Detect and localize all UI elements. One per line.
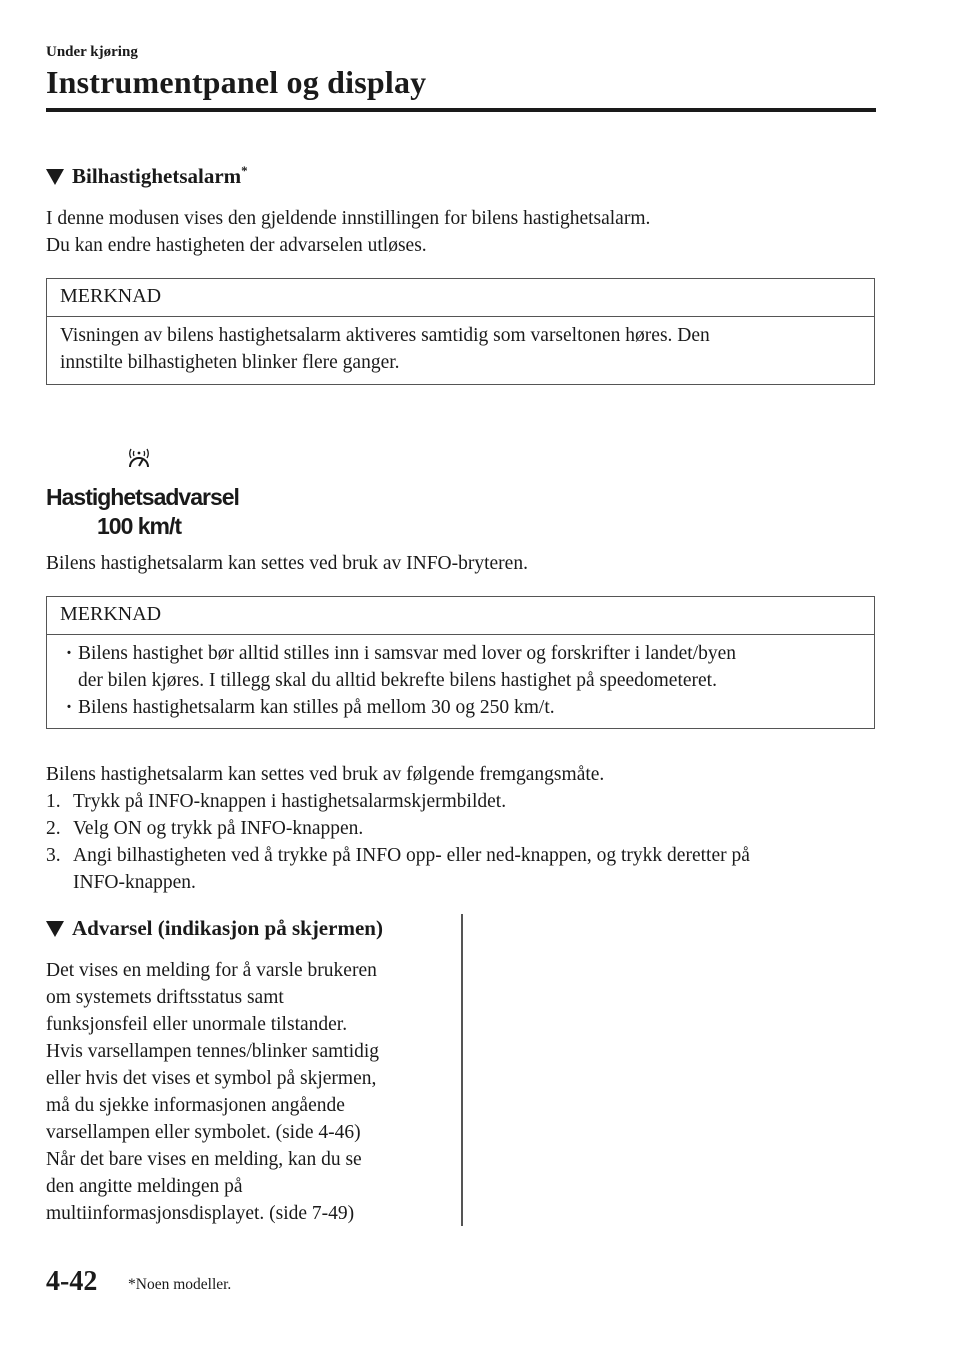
display-speed-value: 100 km/t (97, 513, 182, 539)
note-title: MERKNAD (47, 279, 874, 317)
speed-alarm-heading-text: Bilhastighetsalarm (72, 164, 242, 188)
optional-equipment-mark: * (241, 163, 248, 178)
page-number: 4-42 (46, 1266, 98, 1297)
warning-heading (46, 916, 383, 941)
warning-line: funksjonsfeil eller unormale tilstander. (46, 1014, 348, 1035)
speed-alarm-heading (46, 164, 248, 189)
warning-heading-text: Advarsel (indikasjon på skjermen) (72, 916, 383, 940)
step-number: 1. (46, 791, 61, 812)
step-text: Trykk på INFO-knappen i hastighetsalarmskjermbildet. (73, 791, 507, 812)
bullet-line: Bilens hastighet bør alltid stilles inn i samsvar med lover og forskrifter i landet/byen (78, 643, 736, 664)
triangle-bullet-icon (46, 169, 64, 185)
speed-warning-icon (124, 447, 154, 475)
intro-line: I denne modusen vises den gjeldende innstillingen for bilens hastighetsalarm. (46, 208, 651, 229)
step-item (46, 788, 886, 815)
speed-alarm-intro (46, 205, 650, 259)
step-number: 2. (46, 818, 61, 839)
bullet-dot-icon: · (65, 643, 73, 664)
triangle-bullet-icon (46, 921, 64, 937)
warning-line: Hvis varsellampen tennes/blinker samtidig (46, 1041, 380, 1062)
step-text: Angi bilhastigheten ved å trykke på INFO opp- eller ned-knappen, og trykk deretter på (73, 845, 750, 866)
intro-line: Du kan endre hastigheten der advarselen utløses. (46, 235, 427, 256)
note-box-2 (46, 596, 875, 729)
title-rule (46, 108, 876, 112)
display-label: Hastighetsadvarsel (46, 484, 239, 510)
note-box-1 (46, 278, 875, 385)
column-divider (461, 914, 463, 1226)
warning-text (46, 957, 451, 1227)
procedure-intro: Bilens hastighetsalarm kan settes ved bruk av følgende fremgangsmåte. (46, 764, 605, 785)
step-item (46, 815, 886, 842)
warning-line: Det vises en melding for å varsle brukeren (46, 960, 377, 981)
bullet-line: Bilens hastighetsalarm kan stilles på mellom 30 og 250 km/t. (78, 697, 555, 718)
warning-line: varsellampen eller symbolet. (side 4-46) (46, 1122, 361, 1143)
note-bullet (60, 640, 861, 694)
note-line: innstilte bilhastigheten blinker flere ganger. (60, 352, 400, 373)
note-line: Visningen av bilens hastighetsalarm aktiveres samtidig som varseltonen høres. Den (60, 325, 710, 346)
step-text: INFO-knappen. (73, 872, 196, 893)
note-bullet (60, 694, 861, 721)
step-item (46, 842, 886, 896)
note-body (47, 317, 874, 383)
warning-line: multiinformasjonsdisplayet. (side 7-49) (46, 1203, 355, 1224)
bullet-dot-icon: · (65, 697, 73, 718)
note-body (47, 635, 874, 728)
bullet-line: der bilen kjøres. I tillegg skal du alltid bekrefte bilens hastighet på speedometeret. (78, 670, 717, 691)
warning-line: Når det bare vises en melding, kan du se (46, 1149, 362, 1170)
info-switch-text: Bilens hastighetsalarm kan settes ved bruk av INFO-bryteren. (46, 553, 528, 574)
section-label: Under kjøring (46, 44, 138, 60)
warning-line: eller hvis det vises et symbol på skjermen, (46, 1068, 377, 1089)
note-title: MERKNAD (47, 597, 874, 635)
step-text: Velg ON og trykk på INFO-knappen. (73, 818, 364, 839)
warning-line: den angitte meldingen på (46, 1176, 243, 1197)
warning-line: om systemets driftsstatus samt (46, 987, 284, 1008)
procedure (46, 761, 886, 896)
page-title: Instrumentpanel og display (46, 64, 427, 100)
footnote: *Noen modeller. (128, 1276, 232, 1293)
step-number: 3. (46, 845, 61, 866)
warning-line: må du sjekke informasjonen angående (46, 1095, 345, 1116)
